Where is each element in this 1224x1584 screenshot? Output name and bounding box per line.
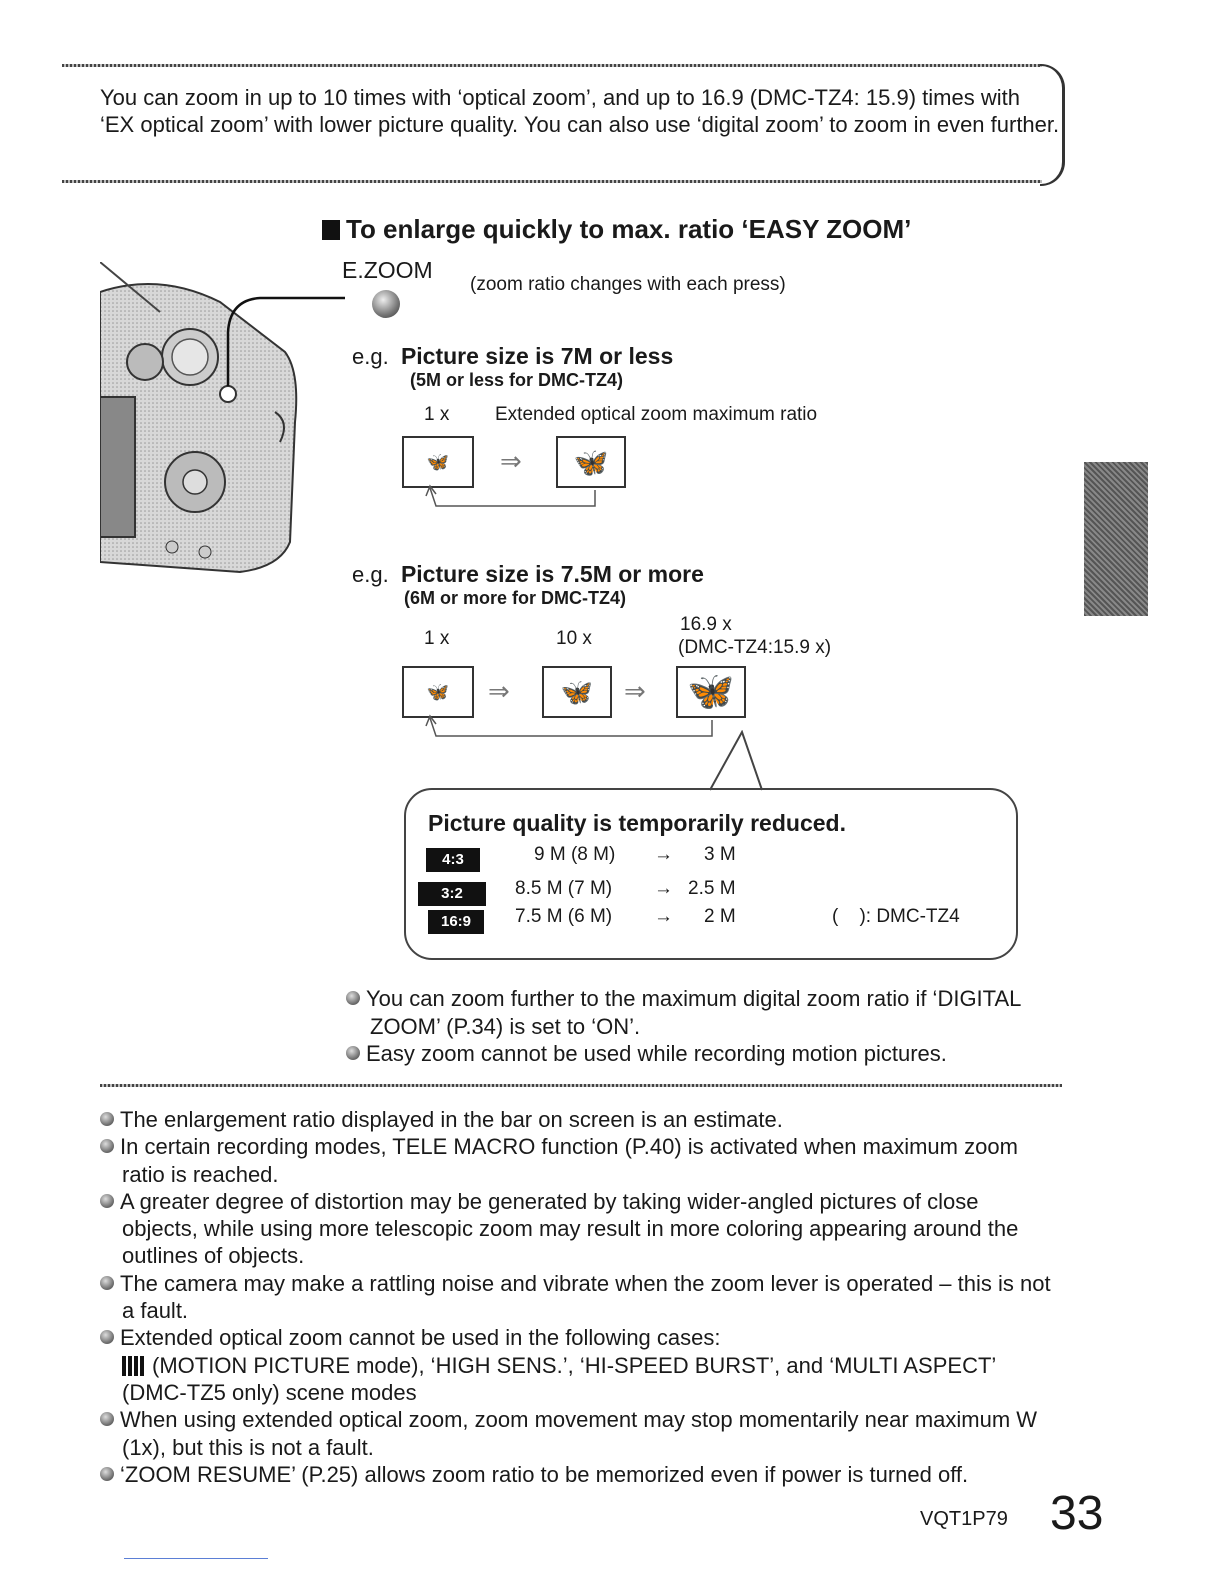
- return-arrow-2: [420, 714, 720, 744]
- butterfly-largest-icon: 🦋: [687, 671, 735, 713]
- example2-title: e.g. Picture size is 7.5M or more: [352, 561, 704, 587]
- ezoom-note: (zoom ratio changes with each press): [470, 274, 786, 295]
- list-item: In certain recording modes, TELE MACRO function (P.40) is activated when maximum zoom ratio is reached.: [100, 1133, 1060, 1188]
- quality-row-from: 7.5 M (6 M): [515, 906, 613, 927]
- zoom-frame-1x: [402, 436, 474, 488]
- intro-bottom-divider: [62, 180, 1042, 183]
- example2-label-max-tz4: (DMC-TZ4:15.9 x): [678, 637, 832, 658]
- section-heading: To enlarge quickly to max. ratio ‘EASY ZOOM’: [322, 214, 911, 245]
- quality-row-arrow: →: [654, 844, 673, 865]
- bullet-icon: [100, 1194, 114, 1208]
- intro-text: You can zoom in up to 10 times with ‘optical zoom’, and up to 16.9 (DMC-TZ4: 15.9) times with ‘EX optical zoom’ with lower picture quality. You can also use ‘digital zoom’ to zoom in even further.: [100, 85, 1060, 137]
- list-item: Easy zoom cannot be used while recording motion pictures.: [346, 1040, 1046, 1068]
- quality-row-to: 2.5 M: [688, 878, 736, 899]
- aspect-4-3-badge: 4:3: [426, 848, 480, 872]
- list-item: When using extended optical zoom, zoom movement may stop momentarily near maximum W (1x), but this is not a fault.: [100, 1406, 1060, 1461]
- example2-label-10x: 10 x: [556, 628, 592, 649]
- chapter-tab: [1084, 462, 1148, 616]
- bullet-icon: [100, 1467, 114, 1481]
- example1-title: e.g. Picture size is 7M or less: [352, 343, 674, 369]
- callout-pointer: [700, 730, 770, 792]
- quality-footnote: ( ): DMC-TZ4: [832, 906, 960, 927]
- return-arrow-1: [420, 484, 610, 514]
- arrow-right-icon: ⇒: [488, 676, 510, 706]
- bullet-icon: [100, 1412, 114, 1426]
- list-item: A greater degree of distortion may be generated by taking wider-angled pictures of close objects, while using more telescopic zoom may result in more coloring appearing around the outlines of objects.: [100, 1188, 1060, 1270]
- arrow-right-icon: ⇒: [500, 446, 522, 476]
- zoom-frame-1x-b: [402, 666, 474, 718]
- list-item: You can zoom further to the maximum digital zoom ratio if ‘DIGITAL ZOOM’ (P.34) is set to ‘ON’.: [346, 985, 1046, 1040]
- example1-label-1x: 1 x: [424, 404, 450, 425]
- butterfly-medium-icon: 🦋: [560, 676, 594, 707]
- quality-row-from: 8.5 M (7 M): [515, 878, 613, 899]
- general-notes: [100, 1106, 1060, 1488]
- bullet-icon: [100, 1330, 114, 1344]
- page-number: 33: [1050, 1487, 1104, 1540]
- quality-row-to: 2 M: [704, 906, 736, 927]
- notes-divider: [100, 1084, 1062, 1087]
- butterfly-large-icon: 🦋: [573, 446, 609, 478]
- arrow-right-icon: ⇒: [624, 676, 646, 706]
- bullet-icon: [346, 991, 360, 1005]
- butterfly-small-icon: 🦋: [426, 451, 450, 472]
- quality-row-to: 3 M: [704, 844, 736, 865]
- zoom-frame-max: [676, 666, 746, 718]
- example1-subtitle: (5M or less for DMC-TZ4): [410, 370, 624, 390]
- list-item: Extended optical zoom cannot be used in the following cases: (MOTION PICTURE mode), ‘HIGH SENS.’, ‘HI-SPEED BURST’, and ‘MULTI ASPECT’ (DMC-TZ5 only) scene modes: [100, 1324, 1060, 1406]
- easy-zoom-notes: [346, 985, 1046, 1068]
- motion-picture-icon: [122, 1356, 146, 1376]
- zoom-frame-ext: [556, 436, 626, 488]
- example2-label-1x: 1 x: [424, 628, 450, 649]
- bullet-icon: [346, 1046, 360, 1060]
- bullet-icon: [100, 1112, 114, 1126]
- bullet-icon: [100, 1276, 114, 1290]
- camera-illustration: [100, 262, 350, 602]
- example2-label-max: 16.9 x: [680, 614, 732, 635]
- example1-label-ext: Extended optical zoom maximum ratio: [495, 404, 818, 425]
- quality-title: Picture quality is temporarily reduced.: [428, 810, 846, 836]
- aspect-16-9-badge: 16:9: [428, 910, 484, 934]
- square-bullet-icon: [322, 220, 340, 240]
- list-item: The camera may make a rattling noise and vibrate when the zoom lever is operated – this is not a fault.: [100, 1270, 1060, 1325]
- top-divider: [62, 64, 1042, 67]
- bullet-icon: [100, 1139, 114, 1153]
- quality-row-arrow: →: [654, 878, 673, 899]
- ezoom-label: E.ZOOM: [342, 257, 433, 283]
- example2-subtitle: (6M or more for DMC-TZ4): [404, 588, 626, 608]
- quality-row-arrow: →: [654, 906, 673, 927]
- zoom-frame-10x: [542, 666, 612, 718]
- motion-note: (MOTION PICTURE mode), ‘HIGH SENS.’, ‘HI-SPEED BURST’, and ‘MULTI ASPECT’ (DMC-TZ5 only) scene modes: [122, 1352, 996, 1405]
- footer-line: [124, 1558, 268, 1559]
- aspect-3-2-badge: 3:2: [418, 882, 486, 906]
- manual-code: VQT1P79: [920, 1508, 1008, 1530]
- quality-row-from: 9 M (8 M): [534, 844, 616, 865]
- list-item: The enlargement ratio displayed in the bar on screen is an estimate.: [100, 1106, 1060, 1133]
- list-item: ‘ZOOM RESUME’ (P.25) allows zoom ratio to be memorized even if power is turned off.: [100, 1461, 1060, 1488]
- intro-bracket: [1040, 64, 1065, 186]
- ezoom-button-icon: [372, 290, 400, 318]
- butterfly-small-icon: 🦋: [426, 681, 450, 702]
